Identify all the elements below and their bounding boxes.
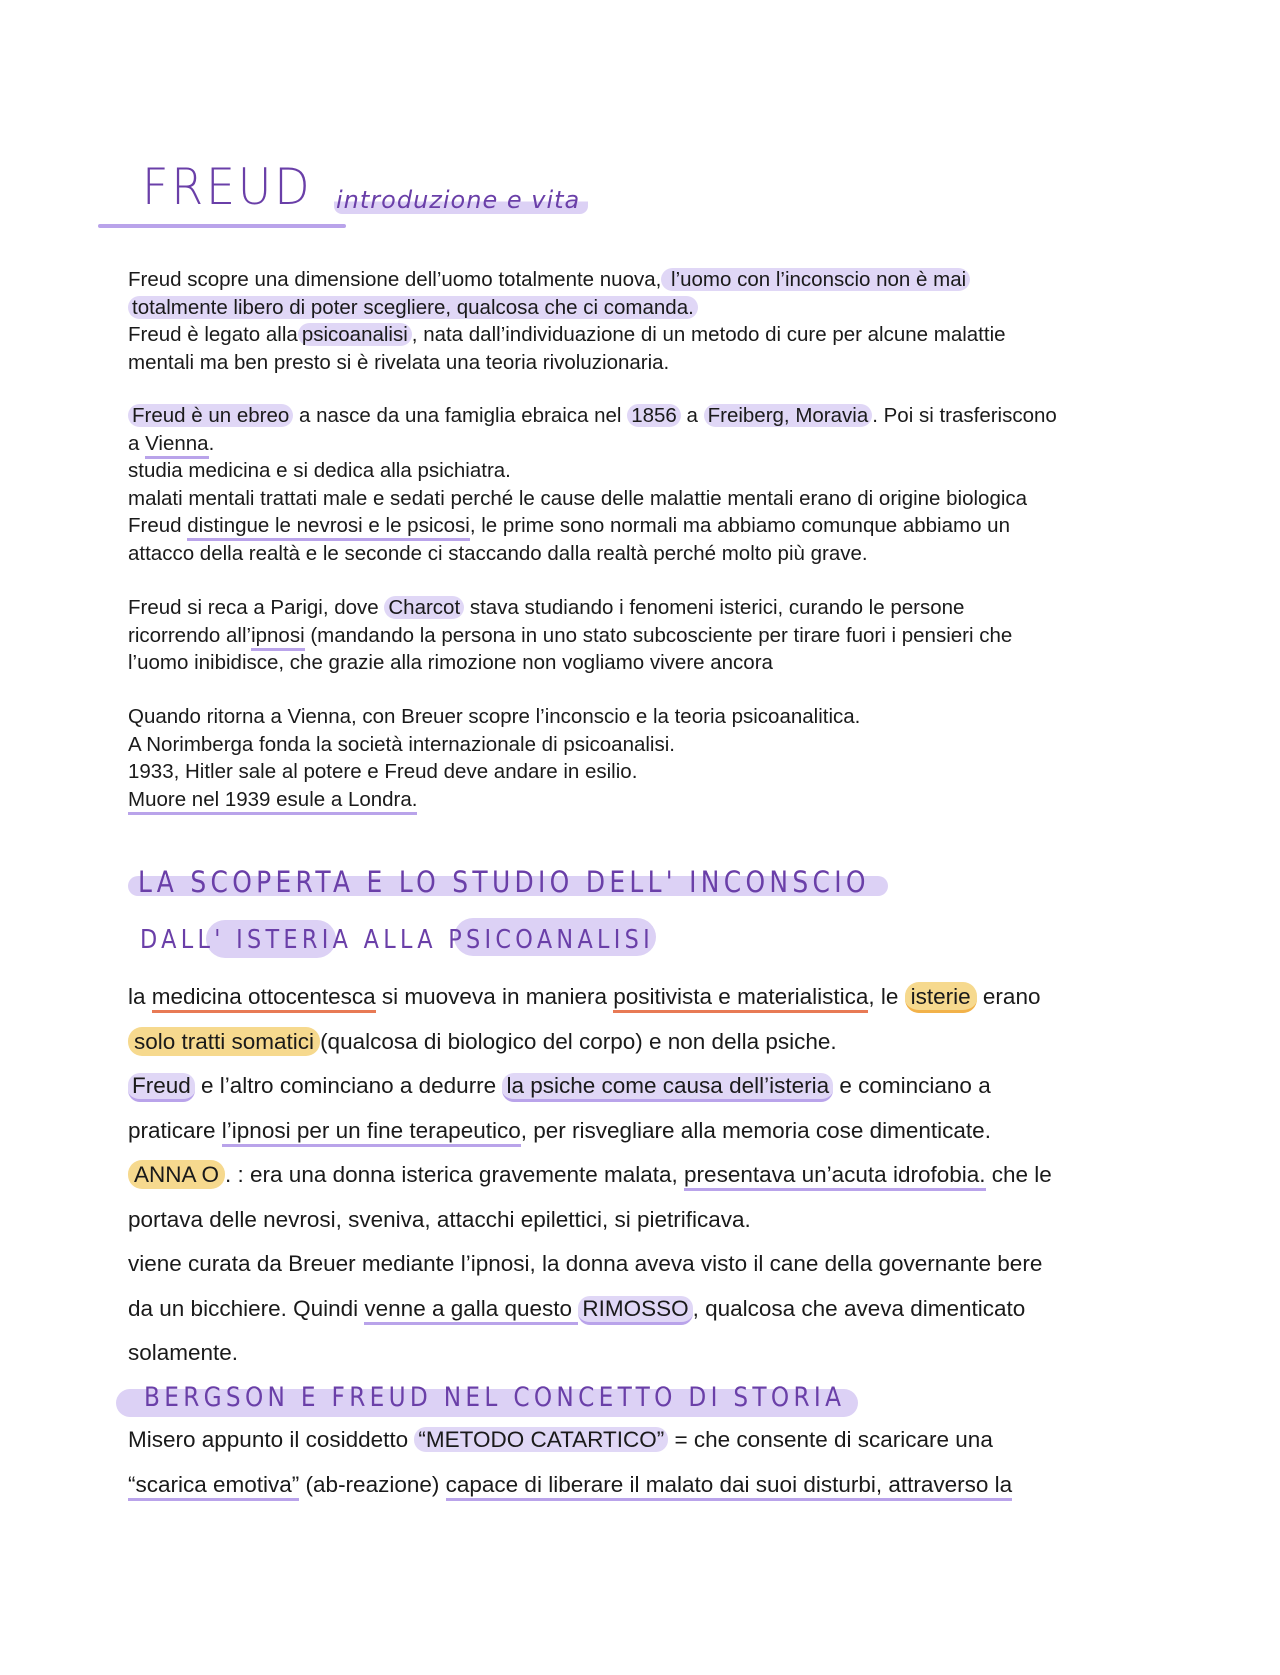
text-line: la medicina ottocentesca si muoveva in maniera positivista e materialistica, le isterie erano: [128, 975, 1168, 1020]
intro-paragraph-1: [128, 266, 1158, 376]
text-line: Freud è legato alla psicoanalisi , nata dall’individuazione di un metodo di cure per alcune malattie: [128, 323, 1006, 346]
text-line: Freud è un ebreo a nasce da una famiglia ebraica nel 1856 a Freiberg, Moravia . Poi si trasferiscono: [128, 402, 1158, 430]
text-line: “scarica emotiva” (ab-reazione) capace di liberare il malato dai suoi disturbi, attraverso la: [128, 1463, 1168, 1508]
section-heading-bergson: BERGSON E FREUD NEL CONCETTO DI STORIA: [144, 1382, 846, 1413]
title-underline: [98, 224, 346, 228]
intro-paragraph-3: [128, 594, 1158, 677]
text-line: ANNA O . : era una donna isterica gravemente malata, presentava un’acuta idrofobia. che le: [128, 1153, 1168, 1198]
text-line: Misero appunto il cosiddetto “METODO CATARTICO” = che consente di scaricare una: [128, 1427, 993, 1452]
text-line: mentali ma ben presto si è rivelata una teoria rivoluzionaria.: [128, 350, 670, 374]
page-title: FREUD: [142, 158, 313, 216]
page-subtitle: introduzione e vita: [334, 186, 588, 214]
text-line: Freud scopre una dimensione dell’uomo totalmente nuova, l’uomo con l’inconscio non è mai: [128, 266, 1158, 294]
text-line: attacco della realtà e le seconde ci staccando dalla realtà perché molto più grave.: [128, 541, 868, 565]
text-line: malati mentali trattati male e sedati perché le cause delle malattie mentali erano di origine biologica: [128, 486, 1028, 510]
text-line: Muore nel 1939 esule a Londra.: [128, 786, 1158, 814]
text-line: A Norimberga fonda la società internazionale di psicoanalisi.: [128, 732, 675, 756]
section-subheading-isteria: DALL' ISTERIA ALLA PSICOANALISI: [140, 925, 655, 955]
text-line: ricorrendo all’ipnosi (mandando la persona in uno stato subcosciente per tirare fuori i pensieri che: [128, 622, 1158, 650]
intro-paragraph-4: [128, 703, 1158, 813]
text-line: solo tratti somatici (qualcosa di biologico del corpo) e non della psiche.: [128, 1020, 1168, 1065]
text-line: 1933, Hitler sale al potere e Freud deve andare in esilio.: [128, 760, 638, 783]
section-heading-inconscio: LA SCOPERTA E LO STUDIO DELL' INCONSCIO: [138, 865, 870, 899]
text-line: da un bicchiere. Quindi venne a galla questo RIMOSSO , qualcosa che aveva dimenticato: [128, 1287, 1168, 1332]
text-line: praticare l’ipnosi per un fine terapeutico, per risvegliare alla memoria cose dimenticate.: [128, 1109, 1168, 1154]
text-line: portava delle nevrosi, sveniva, attacchi epilettici, si pietrificava.: [128, 1206, 751, 1232]
text-line: studia medicina e si dedica alla psichiatra.: [128, 459, 511, 482]
text-line: a Vienna.: [128, 430, 1158, 458]
intro-paragraph-2: [128, 402, 1158, 567]
text-line: Quando ritorna a Vienna, con Breuer scopre l’inconscio e la teoria psicoanalitica.: [128, 705, 861, 728]
text-line: Freud si reca a Parigi, dove Charcot stava studiando i fenomeni isterici, curando le persone: [128, 596, 965, 619]
text-line: l’uomo inibidisce, che grazie alla rimozione non vogliamo vivere ancora: [128, 651, 773, 674]
section2-body: [128, 975, 1168, 1376]
text-line: totalmente libero di poter scegliere, qualcosa che ci comanda.: [128, 294, 1158, 322]
text-line: viene curata da Breuer mediante l’ipnosi, la donna aveva visto il cane della governante bere: [128, 1251, 1043, 1276]
text-line: Freud distingue le nevrosi e le psicosi, le prime sono normali ma abbiamo comunque abbiamo un: [128, 512, 1158, 540]
text-line: solamente.: [128, 1340, 239, 1365]
section3-body: [128, 1418, 1168, 1507]
text-line: Freud e l’altro cominciano a dedurre la psiche come causa dell’isteria e cominciano a: [128, 1064, 1168, 1109]
